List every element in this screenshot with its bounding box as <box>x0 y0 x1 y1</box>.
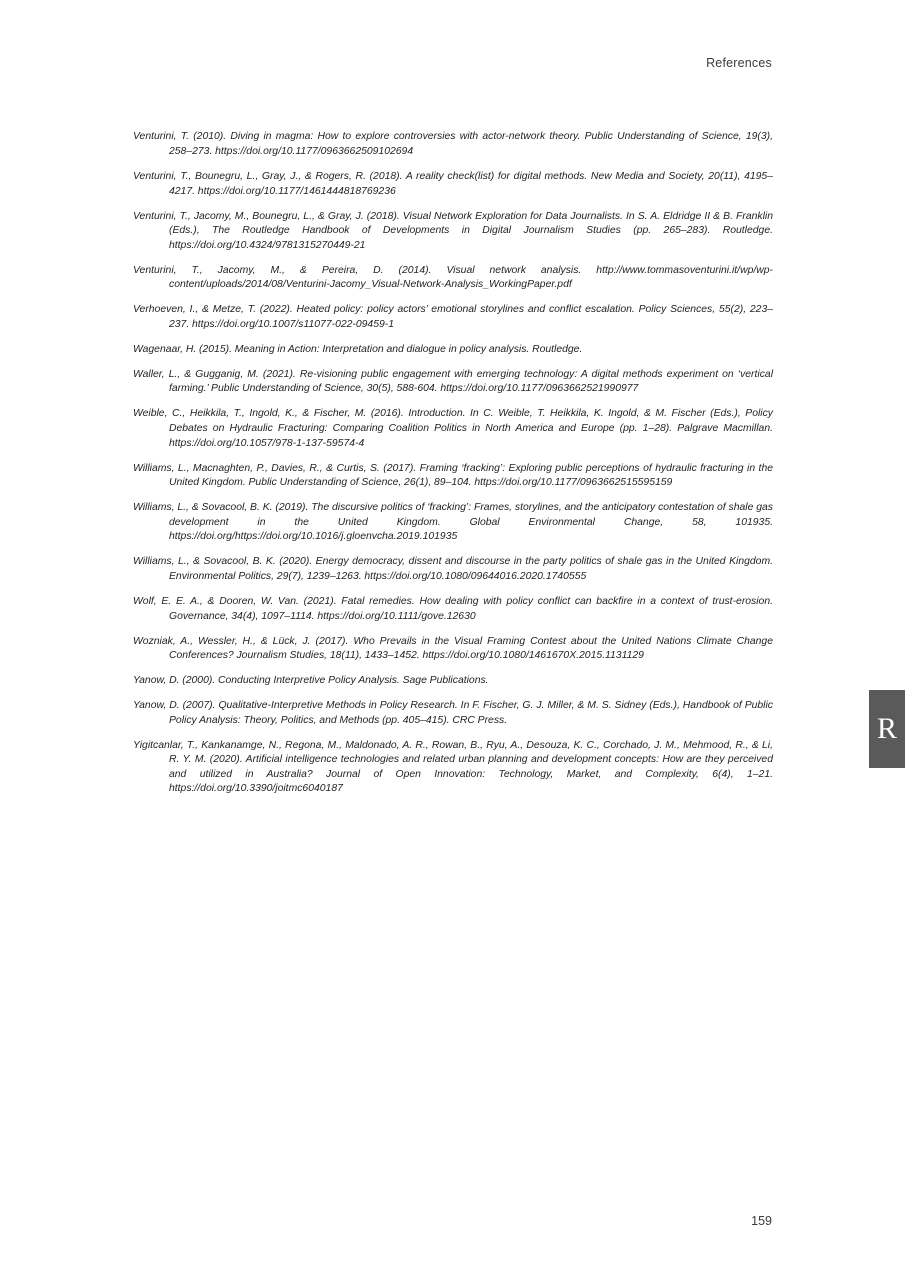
reference-entry: Williams, L., & Sovacool, B. K. (2020). Energy democracy, dissent and discourse in the party politics of shale gas in the United Kingdom. Environmental Politics, 29(7), 1239–1263. https://doi.org/10.1080/09644016.2020.1740555 <box>133 556 773 582</box>
reference-list <box>133 120 773 804</box>
reference-entry: Yanow, D. (2000). Conducting Interpretive Policy Analysis. Sage Publications. <box>133 675 489 687</box>
reference-entry: Venturini, T., Jacomy, M., & Pereira, D. (2014). Visual network analysis. http://www.tommasoventurini.it/wp/wp-content/uploads/2014/08/Venturini-Jacomy_Visual-Network-Analysis_WorkingPaper.pdf <box>133 264 773 291</box>
reference-entry: Venturini, T., Jacomy, M., Bounegru, L., & Gray, J. (2018). Visual Network Exploration for Data Journalists. In S. A. Eldridge II & B. Franklin (Eds.), The Routledge Handbook of Developments in Digital Journalism Studies (pp. 265–283). Routledge. https://doi.org/10.4324/9781315270449-21 <box>133 210 773 251</box>
reference-entry: Yanow, D. (2007). Qualitative-Interpretive Methods in Policy Research. In F. Fischer, G. J. Miller, & M. S. Sidney (Eds.), Handbook of Public Policy Analysis: Theory, Politics, and Methods (pp. 405–415). CRC Press. <box>133 700 773 726</box>
reference-entry: Verhoeven, I., & Metze, T. (2022). Heated policy: policy actors’ emotional storylines and conflict escalation. Policy Sciences, 55(2), 223–237. https://doi.org/10.1007/s11077-022-09459-1 <box>133 304 773 330</box>
reference-entry: Venturini, T. (2010). Diving in magma: How to explore controversies with actor-network theory. Public Understanding of Science, 19(3), 258–273. https://doi.org/10.1177/0963662509102694 <box>133 131 773 157</box>
reference-entry: Venturini, T., Bounegru, L., Gray, J., & Rogers, R. (2018). A reality check(list) for digital methods. New Media and Society, 20(11), 4195–4217. https://doi.org/10.1177/1461444818769236 <box>133 170 773 197</box>
running-header: References <box>706 56 772 70</box>
reference-entry: Williams, L., Macnaghten, P., Davies, R., & Curtis, S. (2017). Framing ‘fracking’: Exploring public perceptions of hydraulic fracturing in the United Kingdom. Public Understanding of Science, 26(1), 89–104. https://doi.org/10.1177/0963662515595159 <box>133 462 773 489</box>
reference-entry: Wozniak, A., Wessler, H., & Lück, J. (2017). Who Prevails in the Visual Framing Contest about the United Nations Climate Change Conferences? Journalism Studies, 18(11), 1433–1452. https://doi.org/10.1080/1461670X.2015.1131129 <box>133 635 773 662</box>
page-number: 159 <box>751 1214 772 1228</box>
reference-entry: Wagenaar, H. (2015). Meaning in Action: Interpretation and dialogue in policy analysis. Routledge. <box>133 343 583 355</box>
reference-entry: Williams, L., & Sovacool, B. K. (2019). The discursive politics of ‘fracking’: Frames, storylines, and the anticipatory contestation of shale gas development in the United Kingdom. Global Environmental Change, 58, 101935. https://doi.org/https://doi.org/10.1016/j.gloenvcha.2019.101935 <box>133 502 773 543</box>
section-tab-marker <box>869 690 905 768</box>
reference-entry: Yigitcanlar, T., Kankanamge, N., Regona, M., Maldonado, A. R., Rowan, B., Ryu, A., Desouza, K. C., Corchado, J. M., Mehmood, R., & Li, R. Y. M. (2020). Artificial intelligence technologies and related urban planning and development concepts: How are they perceived and utilized in Australia? Journal of Open Innovation: Technology, Market, and Complexity, 6(4), 1–21. https://doi.org/10.3390/joitmc6040187 <box>133 739 773 795</box>
reference-entry: Waller, L., & Gugganig, M. (2021). Re-visioning public engagement with emerging technology: A digital methods experiment on ‘vertical farming.’ Public Understanding of Science, 30(5), 588-604. https://doi.org/10.1177/0963662521990977 <box>133 368 773 395</box>
reference-entry: Weible, C., Heikkila, T., Ingold, K., & Fischer, M. (2016). Introduction. In C. Weible, T. Heikkila, K. Ingold, & M. Fischer (Eds.), Policy Debates on Hydraulic Fracturing: Comparing Coalition Politics in North America and Europe (pp. 1–28). Palgrave Macmillan. https://doi.org/10.1057/978-1-137-59574-4 <box>133 408 773 449</box>
section-tab-letter: R <box>876 712 897 745</box>
reference-entry: Wolf, E. E. A., & Dooren, W. Van. (2021). Fatal remedies. How dealing with policy conflict can backfire in a context of trust-erosion. Governance, 34(4), 1097–1114. https://doi.org/10.1111/gove.12630 <box>133 595 773 622</box>
